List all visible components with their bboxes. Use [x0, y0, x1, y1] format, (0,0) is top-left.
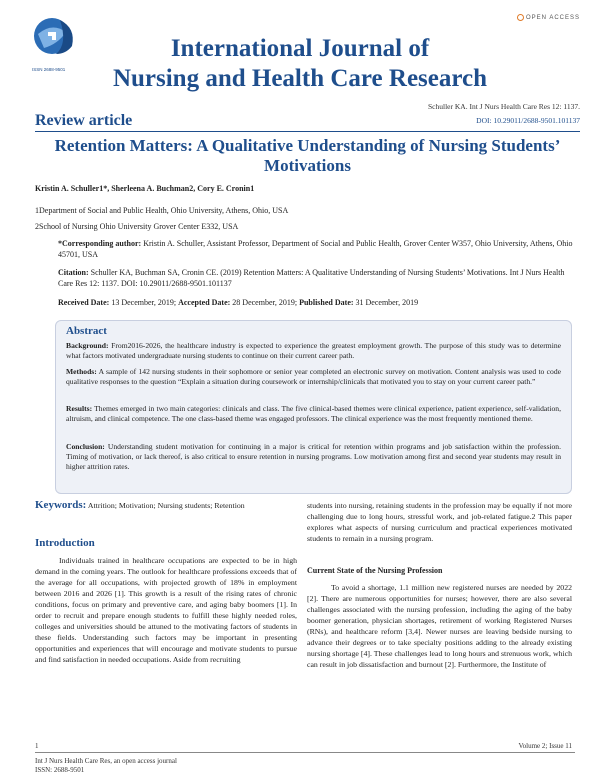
- page-number: 1: [35, 742, 39, 750]
- current-state-heading: Current State of the Nursing Profession: [307, 566, 443, 575]
- corresponding-author: [58, 238, 580, 260]
- header-divider: [35, 131, 580, 132]
- abstract-box: [55, 320, 572, 494]
- authors: Kristin A. Schuller1*, Sherleena A. Buchman2, Cory E. Cronin1: [35, 184, 255, 193]
- article-title: [35, 136, 580, 176]
- dates-line: [58, 297, 580, 308]
- methods-label: Methods:: [66, 367, 97, 376]
- open-access-badge: [517, 14, 580, 21]
- published-label: Published Date:: [299, 298, 354, 307]
- results-label: Results:: [66, 404, 93, 413]
- keywords-label: Keywords:: [35, 499, 87, 511]
- open-access-lock-icon: [517, 14, 524, 21]
- conclusion-text: Understanding student motivation for continuing in a major is critical for retention within programs and job satisfaction within the profession. Timing of motivation, or lack thereof, is also critical to ensure retention in nursing programs. Low motivation among first and second year students may result in higher attrition rates.: [66, 442, 561, 471]
- right-paragraph-2: To avoid a shortage, 1.1 million new registered nurses are needed by 2022 [2]. There are numerous opportunities for nurses; however, there are also several challenges associated with the nursing profession, including the aging of the baby boomer generation, physician shortages, retirement of working Registered Nurses (RNs), and healthcare reform [3,4]. Newer nurses are leaving bedside nursing to advance their degrees or to take specialty positions adding to the already existing nursing shortage [4]. These challenges lead to long hours and strenuous work, which can result in job dissatisfaction and burnout [2]. Furthermore, the Institute of: [307, 583, 572, 669]
- published-date: 31 December, 2019: [353, 298, 419, 307]
- keywords-line: [35, 500, 297, 511]
- accepted-label: Accepted Date:: [178, 298, 231, 307]
- logo-caption: ISSN 2688-9501: [32, 67, 66, 72]
- received-label: Received Date:: [58, 298, 110, 307]
- methods-text: A sample of 142 nursing students in their sophomore or senior year completed an electronic survey on motivation. Content analysis was used to code qualitative responses to the question “Explain a situation during coursework or internship/clinicals that motivated you to stay on your current career path.”: [66, 367, 561, 386]
- abstract-heading: Abstract: [66, 325, 107, 337]
- introduction-paragraph: Individuals trained in healthcare occupations are expected to be in high demand in the coming years. The outlook for healthcare professions exceeds that of the average for all occupations, with projected growth of 18% in employment between 2016 and 2026 [1]. This growth is a result of the rising rates of chronic conditions, focus on primary and preventive care, and aging baby boomers [1]. In order to recruit and prepare enough students to fulfill these highly needed roles, colleges and universities should be attuned to the motivating factors of students in these fields. Understanding such factors may be important in presenting opportunities and experiences that will encourage and motivate students to pursue and find satisfaction in needed occupations. Aside from recruiting: [35, 556, 297, 664]
- affiliation-1: 1Department of Social and Public Health, Ohio University, Athens, Ohio, USA: [35, 206, 289, 215]
- citation-label: Citation:: [58, 268, 89, 277]
- article-type: Review article: [35, 112, 133, 129]
- citation-text: Schuller KA, Buchman SA, Cronin CE. (2019) Retention Matters: A Qualitative Understanding of Nursing Students’ Motivations. Int J Nurs Health Care Res 12: 1137. DOI: 10.29011/2688-9501.101137: [58, 268, 565, 288]
- conclusion-label: Conclusion:: [66, 442, 105, 451]
- keywords-text: Attrition; Motivation; Nursing students; Retention: [87, 501, 245, 510]
- introduction-heading: Introduction: [35, 537, 95, 549]
- header-citation: Schuller KA. Int J Nurs Health Care Res 12: 1137.: [428, 102, 580, 111]
- abstract-background: [66, 341, 561, 361]
- article-title-line1: Retention Matters: A Qualitative Understanding of Nursing Students’: [54, 136, 561, 155]
- results-text: Themes emerged in two main categories: clinicals and class. The five clinical-based themes were clinical experience, patient experience, self-validation, altruism, and clinical competence. The one class-based theme was engaged professors. The clinical experience was the most frequently mentioned theme.: [66, 404, 561, 423]
- journal-title: [0, 34, 600, 94]
- volume-issue: Volume 2; Issue 11: [518, 742, 572, 750]
- journal-title-line2: Nursing and Health Care Research: [112, 65, 488, 92]
- header-doi[interactable]: DOI: 10.29011/2688-9501.101137: [476, 116, 580, 125]
- open-access-text: OPEN ACCESS: [525, 14, 580, 21]
- accepted-date: 28 December, 2019;: [230, 298, 300, 307]
- affiliation-2: 2School of Nursing Ohio University Grover Center E332, USA: [35, 222, 239, 231]
- footer-issn: ISSN: 2688-9501: [35, 766, 85, 774]
- right-paragraph-1: students into nursing, retaining students in the profession may be equally if not more challenging due to long hours, stressful work, and job-related fatigue.2 This paper explores what aspects of nursing curriculum and practical experiences motivated students to remain in a nursing program.: [307, 501, 572, 543]
- received-date: 13 December, 2019;: [109, 298, 179, 307]
- citation: [58, 267, 580, 289]
- abstract-conclusion: [66, 442, 561, 472]
- footer-divider: [35, 752, 575, 753]
- background-text: From2016-2026, the healthcare industry is expected to experience the greatest employment growth. The purpose of this study was to determine what factors motivated undergraduate nursing students to continue on their current career path.: [66, 341, 561, 360]
- footer-journal: Int J Nurs Health Care Res, an open access journal: [35, 757, 177, 765]
- corresponding-label: *Corresponding author:: [58, 239, 142, 248]
- background-label: Background:: [66, 341, 109, 350]
- abstract-results: [66, 404, 561, 424]
- abstract-methods: [66, 367, 561, 387]
- journal-title-line1: International Journal of: [170, 35, 430, 62]
- article-title-line2: Motivations: [264, 156, 351, 175]
- corresponding-text: Kristin A. Schuller, Assistant Professor, Department of Social and Public Health, Grover Center W357, Ohio University, Athens, Ohio 45701, USA: [58, 239, 573, 259]
- keywords: [35, 500, 297, 511]
